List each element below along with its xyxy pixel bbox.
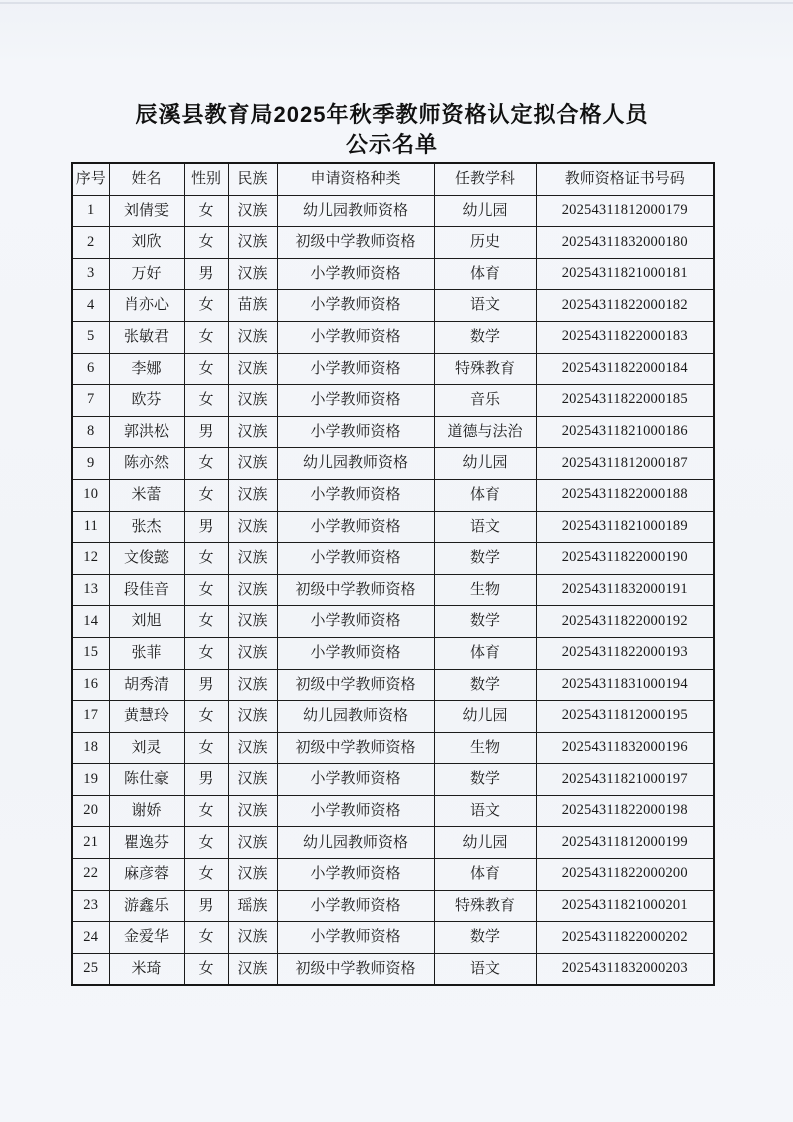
table-cell: 刘欣	[109, 227, 184, 259]
table-row	[72, 953, 714, 985]
column-header-1: 姓名	[109, 163, 184, 195]
table-cell: 20254311812000195	[536, 701, 714, 733]
table-cell: 汉族	[228, 385, 277, 417]
scan-artifact-line	[0, 2, 793, 4]
table-cell: 20254311831000194	[536, 669, 714, 701]
table-cell: 男	[184, 764, 228, 796]
table-cell: 幼儿园	[434, 701, 536, 733]
table-cell: 5	[72, 321, 109, 353]
table-cell: 欧芬	[109, 385, 184, 417]
table-cell: 14	[72, 606, 109, 638]
table-cell: 女	[184, 479, 228, 511]
table-cell: 幼儿园	[434, 448, 536, 480]
table-cell: 李娜	[109, 353, 184, 385]
table-cell: 女	[184, 795, 228, 827]
table-cell: 刘灵	[109, 732, 184, 764]
table-cell: 张菲	[109, 637, 184, 669]
table-cell: 20254311822000188	[536, 479, 714, 511]
table-cell: 汉族	[228, 637, 277, 669]
column-header-5: 任教学科	[434, 163, 536, 195]
table-cell: 小学教师资格	[277, 353, 434, 385]
table-row	[72, 732, 714, 764]
table-cell: 女	[184, 385, 228, 417]
table-cell: 汉族	[228, 606, 277, 638]
table-cell: 汉族	[228, 669, 277, 701]
table-cell: 刘倩雯	[109, 195, 184, 227]
table-cell: 20254311822000193	[536, 637, 714, 669]
table-cell: 小学教师资格	[277, 890, 434, 922]
table-cell: 20254311822000182	[536, 290, 714, 322]
table-cell: 男	[184, 416, 228, 448]
table-cell: 金爱华	[109, 922, 184, 954]
table-cell: 汉族	[228, 764, 277, 796]
table-cell: 10	[72, 479, 109, 511]
table-row	[72, 258, 714, 290]
table-cell: 20254311832000203	[536, 953, 714, 985]
table-cell: 汉族	[228, 543, 277, 575]
table-cell: 16	[72, 669, 109, 701]
table-cell: 20254311821000181	[536, 258, 714, 290]
table-cell: 女	[184, 353, 228, 385]
table-cell: 12	[72, 543, 109, 575]
table-cell: 男	[184, 511, 228, 543]
table-cell: 汉族	[228, 479, 277, 511]
table-cell: 语文	[434, 511, 536, 543]
table-row	[72, 227, 714, 259]
table-cell: 20254311822000200	[536, 859, 714, 891]
table-row	[72, 479, 714, 511]
table-cell: 张敏君	[109, 321, 184, 353]
table-cell: 女	[184, 637, 228, 669]
table-cell: 小学教师资格	[277, 321, 434, 353]
table-cell: 21	[72, 827, 109, 859]
table-cell: 初级中学教师资格	[277, 669, 434, 701]
table-cell: 小学教师资格	[277, 385, 434, 417]
table-cell: 数学	[434, 321, 536, 353]
table-cell: 麻彦蓉	[109, 859, 184, 891]
table-cell: 初级中学教师资格	[277, 227, 434, 259]
table-cell: 幼儿园教师资格	[277, 827, 434, 859]
table-cell: 3	[72, 258, 109, 290]
table-cell: 数学	[434, 922, 536, 954]
table-row	[72, 795, 714, 827]
table-cell: 汉族	[228, 321, 277, 353]
table-cell: 20254311832000191	[536, 574, 714, 606]
table-cell: 道德与法治	[434, 416, 536, 448]
table-cell: 历史	[434, 227, 536, 259]
table-cell: 幼儿园教师资格	[277, 448, 434, 480]
table-cell: 20254311812000179	[536, 195, 714, 227]
table-cell: 语文	[434, 953, 536, 985]
table-cell: 语文	[434, 290, 536, 322]
table-header-row	[72, 163, 714, 195]
table-cell: 汉族	[228, 195, 277, 227]
table-row	[72, 416, 714, 448]
table-cell: 幼儿园教师资格	[277, 195, 434, 227]
table-cell: 游鑫乐	[109, 890, 184, 922]
table-row	[72, 859, 714, 891]
table-cell: 6	[72, 353, 109, 385]
page-title	[71, 100, 713, 160]
table-cell: 女	[184, 448, 228, 480]
table-cell: 25	[72, 953, 109, 985]
table-cell: 谢娇	[109, 795, 184, 827]
table-cell: 20254311821000197	[536, 764, 714, 796]
table-cell: 特殊教育	[434, 890, 536, 922]
table-cell: 女	[184, 195, 228, 227]
table-row	[72, 321, 714, 353]
table-cell: 小学教师资格	[277, 543, 434, 575]
table-cell: 7	[72, 385, 109, 417]
table-cell: 20254311822000184	[536, 353, 714, 385]
table-cell: 汉族	[228, 511, 277, 543]
column-header-3: 民族	[228, 163, 277, 195]
table-cell: 万好	[109, 258, 184, 290]
roster-table	[71, 162, 715, 986]
table-cell: 8	[72, 416, 109, 448]
table-cell: 音乐	[434, 385, 536, 417]
table-cell: 初级中学教师资格	[277, 732, 434, 764]
table-row	[72, 290, 714, 322]
table-cell: 女	[184, 290, 228, 322]
table-cell: 小学教师资格	[277, 859, 434, 891]
table-cell: 小学教师资格	[277, 416, 434, 448]
table-row	[72, 764, 714, 796]
column-header-2: 性别	[184, 163, 228, 195]
table-cell: 刘旭	[109, 606, 184, 638]
table-cell: 女	[184, 827, 228, 859]
table-cell: 女	[184, 859, 228, 891]
table-cell: 汉族	[228, 574, 277, 606]
page-title-line1: 辰溪县教育局2025年秋季教师资格认定拟合格人员	[135, 102, 649, 127]
table-cell: 20254311821000186	[536, 416, 714, 448]
table-cell: 数学	[434, 669, 536, 701]
table-cell: 4	[72, 290, 109, 322]
table-cell: 郭洪松	[109, 416, 184, 448]
table-cell: 小学教师资格	[277, 764, 434, 796]
table-cell: 汉族	[228, 227, 277, 259]
table-cell: 汉族	[228, 448, 277, 480]
table-cell: 特殊教育	[434, 353, 536, 385]
table-cell: 20254311812000187	[536, 448, 714, 480]
table-cell: 20254311822000183	[536, 321, 714, 353]
table-cell: 汉族	[228, 416, 277, 448]
table-cell: 女	[184, 321, 228, 353]
table-cell: 19	[72, 764, 109, 796]
table-row	[72, 385, 714, 417]
table-row	[72, 922, 714, 954]
table-row	[72, 606, 714, 638]
table-cell: 苗族	[228, 290, 277, 322]
table-cell: 汉族	[228, 953, 277, 985]
table-cell: 小学教师资格	[277, 606, 434, 638]
table-cell: 女	[184, 701, 228, 733]
table-row	[72, 827, 714, 859]
table-cell: 小学教师资格	[277, 637, 434, 669]
table-cell: 汉族	[228, 258, 277, 290]
table-cell: 体育	[434, 637, 536, 669]
table-body	[72, 195, 714, 985]
table-cell: 女	[184, 732, 228, 764]
table-cell: 段佳音	[109, 574, 184, 606]
table-cell: 20254311822000192	[536, 606, 714, 638]
table-cell: 20254311822000198	[536, 795, 714, 827]
table-cell: 文俊懿	[109, 543, 184, 575]
table-cell: 22	[72, 859, 109, 891]
table-cell: 陈亦然	[109, 448, 184, 480]
table-cell: 20	[72, 795, 109, 827]
table-cell: 幼儿园	[434, 827, 536, 859]
table-cell: 20254311812000199	[536, 827, 714, 859]
table-cell: 11	[72, 511, 109, 543]
table-cell: 生物	[434, 574, 536, 606]
table-cell: 20254311821000189	[536, 511, 714, 543]
table-cell: 语文	[434, 795, 536, 827]
table-cell: 男	[184, 890, 228, 922]
table-cell: 瑶族	[228, 890, 277, 922]
table-cell: 24	[72, 922, 109, 954]
table-cell: 女	[184, 606, 228, 638]
table-row	[72, 669, 714, 701]
table-row	[72, 574, 714, 606]
table-cell: 20254311832000196	[536, 732, 714, 764]
table-row	[72, 543, 714, 575]
table-cell: 20254311822000185	[536, 385, 714, 417]
page-title-line2: 公示名单	[345, 132, 438, 157]
table-cell: 18	[72, 732, 109, 764]
table-cell: 汉族	[228, 732, 277, 764]
table-cell: 汉族	[228, 859, 277, 891]
table-row	[72, 890, 714, 922]
table-cell: 体育	[434, 479, 536, 511]
table-cell: 女	[184, 227, 228, 259]
table-cell: 胡秀清	[109, 669, 184, 701]
table-cell: 幼儿园教师资格	[277, 701, 434, 733]
table-cell: 女	[184, 543, 228, 575]
table-cell: 1	[72, 195, 109, 227]
table-cell: 体育	[434, 859, 536, 891]
table-cell: 生物	[434, 732, 536, 764]
table-cell: 9	[72, 448, 109, 480]
table-cell: 初级中学教师资格	[277, 953, 434, 985]
table-row	[72, 448, 714, 480]
table-cell: 2	[72, 227, 109, 259]
table-cell: 15	[72, 637, 109, 669]
table-cell: 小学教师资格	[277, 795, 434, 827]
table-cell: 米琦	[109, 953, 184, 985]
table-cell: 小学教师资格	[277, 922, 434, 954]
table-cell: 初级中学教师资格	[277, 574, 434, 606]
table-row	[72, 195, 714, 227]
table-cell: 数学	[434, 543, 536, 575]
table-cell: 女	[184, 574, 228, 606]
table-row	[72, 637, 714, 669]
table-cell: 小学教师资格	[277, 511, 434, 543]
column-header-4: 申请资格种类	[277, 163, 434, 195]
table-row	[72, 701, 714, 733]
table-cell: 13	[72, 574, 109, 606]
table-cell: 男	[184, 669, 228, 701]
table-cell: 陈仕豪	[109, 764, 184, 796]
table-cell: 幼儿园	[434, 195, 536, 227]
table-cell: 数学	[434, 764, 536, 796]
table-row	[72, 353, 714, 385]
column-header-6: 教师资格证书号码	[536, 163, 714, 195]
table-cell: 小学教师资格	[277, 479, 434, 511]
table-row	[72, 511, 714, 543]
table-cell: 23	[72, 890, 109, 922]
table-cell: 肖亦心	[109, 290, 184, 322]
table-cell: 20254311822000190	[536, 543, 714, 575]
table-cell: 汉族	[228, 701, 277, 733]
table-cell: 黄慧玲	[109, 701, 184, 733]
table-cell: 汉族	[228, 922, 277, 954]
table-cell: 汉族	[228, 353, 277, 385]
table-cell: 数学	[434, 606, 536, 638]
table-cell: 20254311832000180	[536, 227, 714, 259]
table-cell: 汉族	[228, 795, 277, 827]
table-cell: 20254311822000202	[536, 922, 714, 954]
table-cell: 20254311821000201	[536, 890, 714, 922]
table-cell: 男	[184, 258, 228, 290]
table-cell: 小学教师资格	[277, 258, 434, 290]
table-cell: 女	[184, 953, 228, 985]
table-cell: 女	[184, 922, 228, 954]
table-cell: 17	[72, 701, 109, 733]
table-cell: 体育	[434, 258, 536, 290]
table-cell: 张杰	[109, 511, 184, 543]
column-header-0: 序号	[72, 163, 109, 195]
table-cell: 汉族	[228, 827, 277, 859]
table-cell: 小学教师资格	[277, 290, 434, 322]
table-cell: 瞿逸芬	[109, 827, 184, 859]
table-cell: 米蕾	[109, 479, 184, 511]
